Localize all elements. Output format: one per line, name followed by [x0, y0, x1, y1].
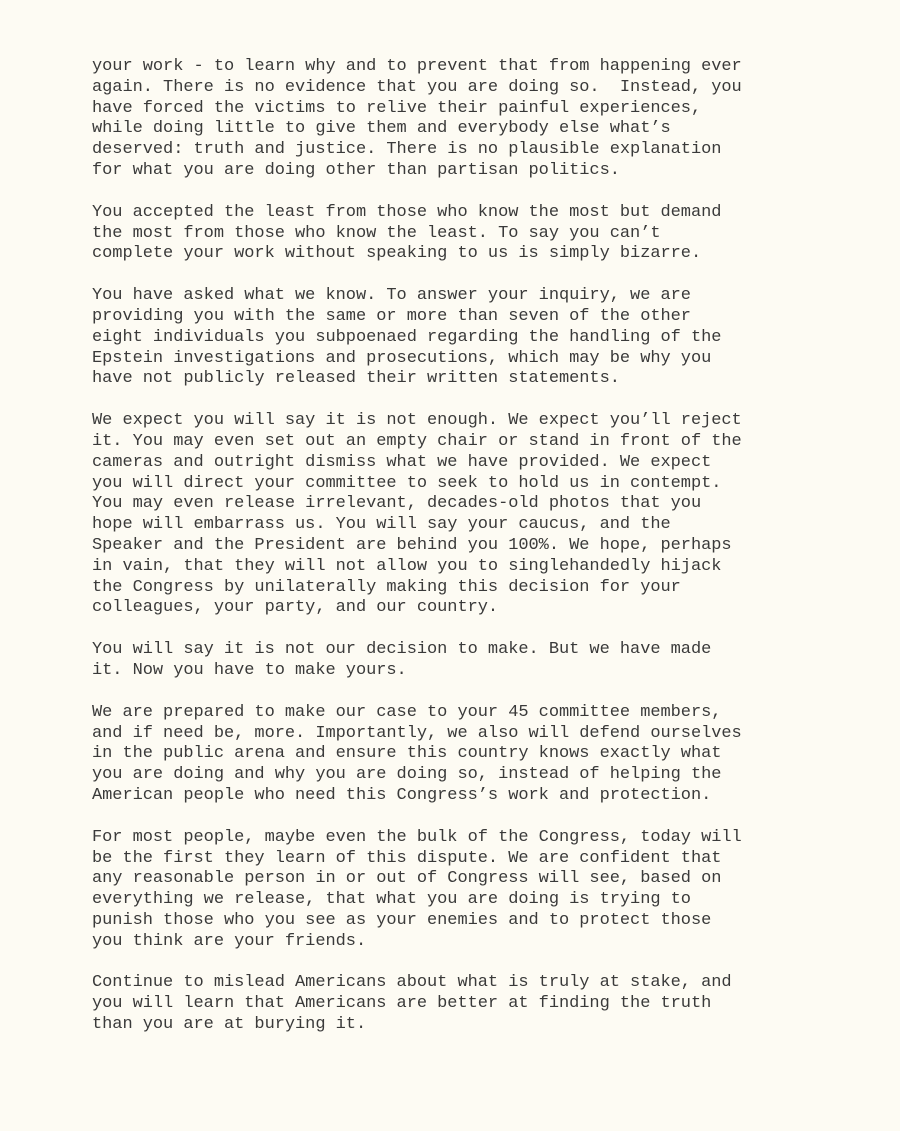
text-line: We expect you will say it is not enough. We expect you’ll reject: [92, 411, 742, 431]
text-line: have forced the victims to relive their painful experiences,: [92, 98, 702, 118]
text-line: For most people, maybe even the bulk of the Congress, today will: [92, 827, 742, 847]
text-line: You have asked what we know. To answer your inquiry, we are: [92, 286, 691, 306]
text-line: again. There is no evidence that you are doing so. Instead, you: [92, 77, 742, 97]
text-line: in vain, that they will not allow you to singlehandedly hijack: [92, 556, 722, 576]
paragraph-7: [92, 828, 860, 953]
paragraph-3: [92, 286, 860, 390]
text-line: you will direct your committee to seek to hold us in contempt.: [92, 473, 722, 493]
text-line: it. Now you have to make yours.: [92, 660, 407, 680]
text-line: you think are your friends.: [92, 931, 367, 951]
paragraph-6: [92, 703, 860, 807]
text-line: you are doing and why you are doing so, instead of helping the: [92, 765, 722, 785]
paragraph-8: [92, 973, 860, 1035]
text-line: Epstein investigations and prosecutions, which may be why you: [92, 348, 712, 368]
text-line: the Congress by unilaterally making this decision for your: [92, 577, 681, 597]
text-line: complete your work without speaking to us is simply bizarre.: [92, 244, 702, 264]
text-line: everything we release, that what you are doing is trying to: [92, 890, 691, 910]
paragraph-2: [92, 203, 860, 265]
text-line: than you are at burying it.: [92, 1015, 367, 1035]
text-line: have not publicly released their written statements.: [92, 369, 620, 389]
text-line: We are prepared to make our case to your 45 committee members,: [92, 702, 722, 722]
text-line: You may even release irrelevant, decades-old photos that you: [92, 494, 702, 514]
text-line: providing you with the same or more than seven of the other: [92, 306, 691, 326]
text-line: and if need be, more. Importantly, we also will defend ourselves: [92, 723, 742, 743]
text-line: punish those who you see as your enemies and to protect those: [92, 910, 712, 930]
text-line: the most from those who know the least. To say you can’t: [92, 223, 661, 243]
paragraph-5: [92, 640, 860, 682]
text-line: for what you are doing other than partisan politics.: [92, 160, 620, 180]
text-line: Continue to mislead Americans about what is truly at stake, and: [92, 973, 732, 993]
text-line: eight individuals you subpoenaed regarding the handling of the: [92, 327, 722, 347]
text-line: it. You may even set out an empty chair or stand in front of the: [92, 431, 742, 451]
text-line: you will learn that Americans are better at finding the truth: [92, 994, 712, 1014]
text-line: in the public arena and ensure this country knows exactly what: [92, 744, 722, 764]
text-line: any reasonable person in or out of Congress will see, based on: [92, 869, 722, 889]
text-line: while doing little to give them and everybody else what’s: [92, 119, 671, 139]
text-line: be the first they learn of this dispute. We are confident that: [92, 848, 722, 868]
text-line: American people who need this Congress’s work and protection.: [92, 785, 712, 805]
text-line: cameras and outright dismiss what we have provided. We expect: [92, 452, 712, 472]
text-line: colleagues, your party, and our country.: [92, 598, 499, 618]
paragraph-4: [92, 411, 860, 619]
text-line: You will say it is not our decision to make. But we have made: [92, 640, 712, 660]
text-line: deserved: truth and justice. There is no plausible explanation: [92, 140, 722, 160]
text-line: your work - to learn why and to prevent that from happening ever: [92, 57, 742, 76]
text-line: Speaker and the President are behind you 100%. We hope, perhaps: [92, 535, 732, 555]
paragraph-1: [92, 57, 860, 182]
text-line: hope will embarrass us. You will say your caucus, and the: [92, 515, 671, 535]
text-line: You accepted the least from those who know the most but demand: [92, 202, 722, 222]
